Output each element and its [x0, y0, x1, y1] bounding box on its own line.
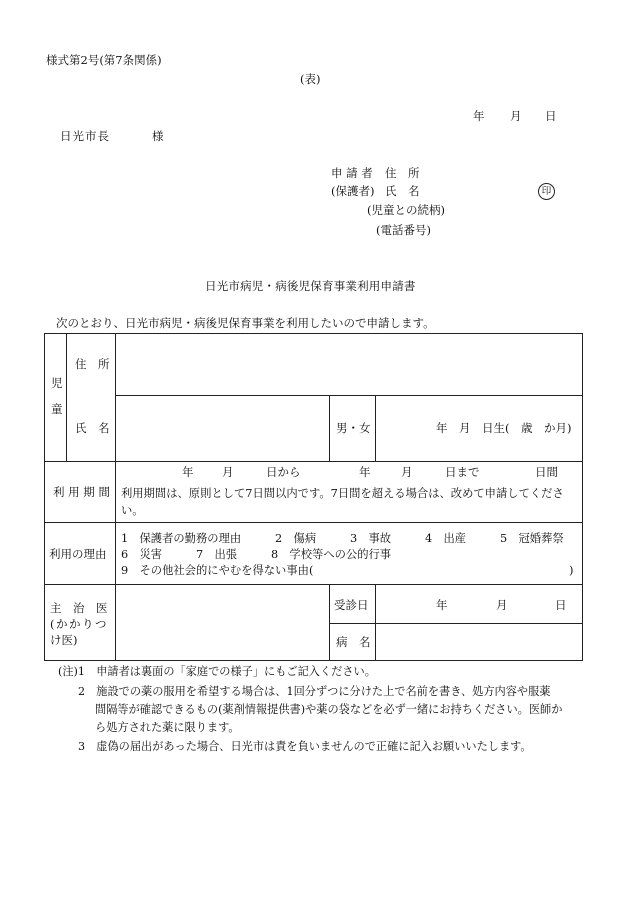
period-start-year[interactable]: 年	[182, 465, 194, 479]
period-end-day[interactable]: 日まで	[445, 465, 480, 479]
form-number: 様式第2号(第7条関係)	[46, 53, 162, 67]
reason-label: 利用の理由	[49, 547, 107, 561]
period-end-year[interactable]: 年	[359, 465, 371, 479]
date-month[interactable]: 月	[510, 109, 522, 123]
doctor-label-line3: け医)	[50, 633, 78, 647]
intro-text: 次のとおり、日光市病児・病後児保育事業を利用したいので申請します。	[56, 316, 435, 330]
doctor-label-line1: 主 治 医	[50, 601, 108, 615]
doctor-field[interactable]	[117, 586, 327, 658]
note-3: 3 虚偽の届出があった場合、日光市は責を負いませんので正確に記入お願いいたします。	[78, 740, 532, 753]
reason-other-option[interactable]: 9 その他社会的にやむを得ない事由(	[121, 564, 314, 577]
period-start-month[interactable]: 月	[222, 465, 234, 479]
visit-year[interactable]: 年	[436, 598, 448, 612]
reason-other-close: )	[569, 563, 574, 577]
visit-date-label: 受診日	[334, 598, 369, 612]
birth-date-field[interactable]: 年 月 日生( 歳 か月)	[436, 421, 572, 435]
child-name-label: 氏 名	[75, 421, 110, 435]
period-end-month[interactable]: 月	[401, 465, 413, 479]
date-year[interactable]: 年	[473, 109, 485, 123]
relation-label[interactable]: (児童との続柄)	[367, 203, 445, 217]
applicant-label: 申 請 者	[331, 166, 373, 180]
note-2-line2: 間隔等が確認できるもの(薬剤情報提供書)や薬の袋などを必ず一緒にお持ちください。医師か	[95, 703, 563, 716]
doctor-label-line2: (かかりつ	[50, 617, 108, 631]
period-note-line2: い。	[121, 504, 144, 517]
reason-options-line2[interactable]: 6 災害 7 出張 8 学校等への公的行事	[121, 548, 392, 561]
applicant-address-label[interactable]: 住 所	[385, 166, 420, 180]
guardian-label: (保護者)	[331, 184, 375, 198]
note-2-line3: ら処方された薬に限ります。	[95, 721, 240, 734]
period-label: 利 用 期 間	[53, 485, 110, 499]
seal-mark: 印	[538, 183, 555, 200]
reason-options-line1[interactable]: 1 保護者の勤務の理由 2 傷病 3 事故 4 出産 5 冠婚葬祭	[121, 532, 564, 545]
child-label-bottom: 童	[51, 402, 63, 416]
date-day[interactable]: 日	[545, 109, 557, 123]
addressee: 日光市長	[60, 129, 110, 143]
child-address-field[interactable]	[117, 335, 580, 393]
sex-choice[interactable]: 男・女	[336, 421, 371, 435]
phone-label[interactable]: (電話番号)	[376, 223, 431, 237]
disease-field[interactable]	[377, 625, 580, 658]
child-name-field[interactable]	[117, 397, 327, 459]
visit-month[interactable]: 月	[496, 598, 508, 612]
period-days[interactable]: 日間	[535, 465, 558, 479]
addressee-honorific: 様	[152, 129, 164, 143]
form-side-label: (表)	[300, 72, 321, 86]
period-start-day[interactable]: 日から	[266, 465, 301, 479]
visit-day[interactable]: 日	[555, 598, 567, 612]
disease-label: 病 名	[336, 635, 371, 649]
note-1: (注)1 申請者は裏面の「家庭での様子」にもご記入ください。	[58, 665, 376, 678]
period-note-line1: 利用期間は、原則として7日間以内です。7日間を超える場合は、改めて申請してくださ	[121, 487, 564, 500]
document-title: 日光市病児・病後児保育事業利用申請書	[205, 279, 416, 293]
applicant-name-label[interactable]: 氏 名	[385, 184, 420, 198]
child-address-label: 住 所	[75, 357, 110, 371]
note-2-line1: 2 施設での薬の服用を希望する場合は、1回分ずつに分けた上で名前を書き、処方内容や服薬	[78, 685, 551, 698]
child-label-top: 児	[51, 376, 63, 390]
